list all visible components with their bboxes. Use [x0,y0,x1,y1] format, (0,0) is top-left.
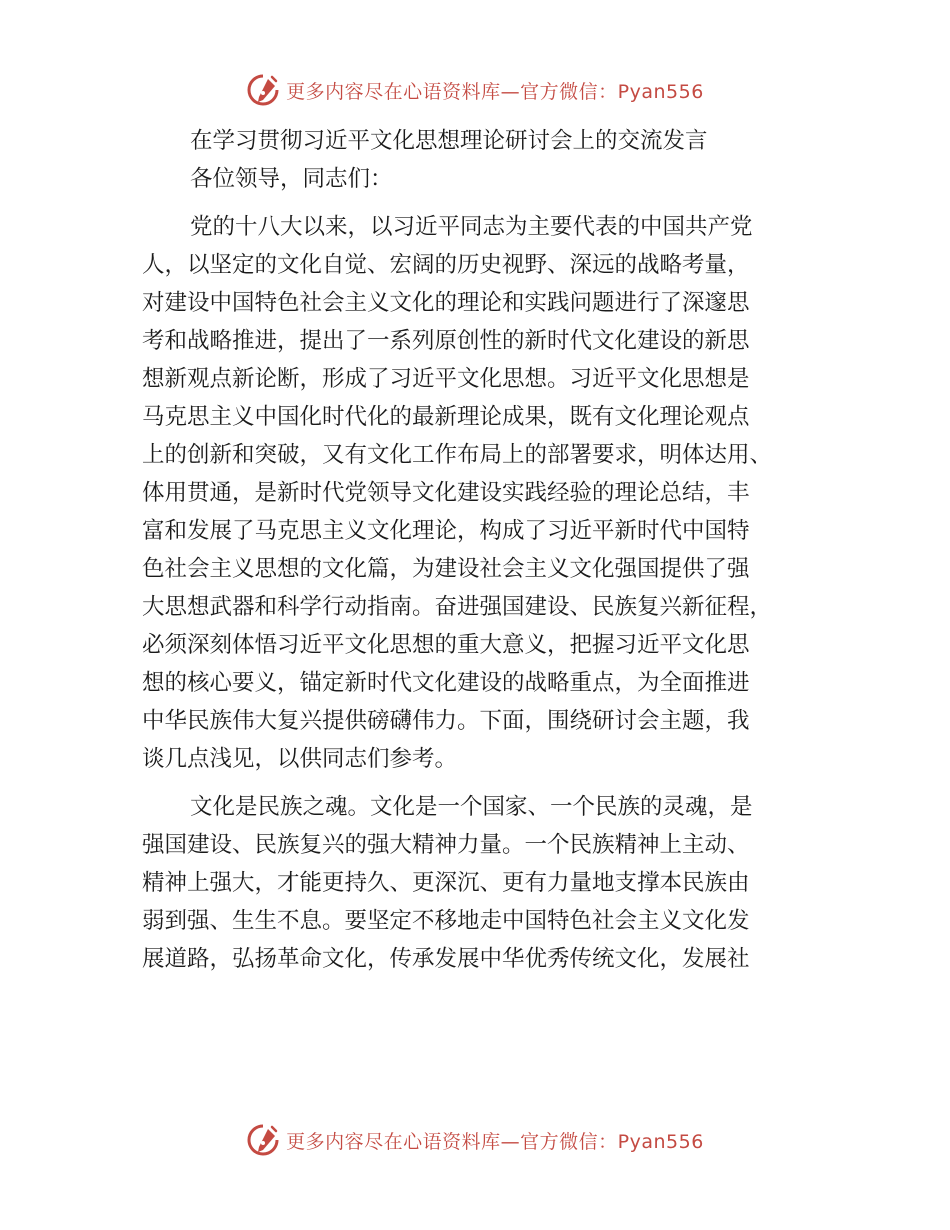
watermark-text: 更多内容尽在心语资料库—官方微信：Pyan556 [286,80,704,103]
paragraph-line: 马克思主义中国化时代化的最新理论成果，既有文化理论观点 [142,404,750,430]
paragraph-line: 富和发展了马克思主义文化理论，构成了习近平新时代中国特 [142,518,750,544]
paragraph-line: 谈几点浅见，以供同志们参考。 [142,746,458,772]
paragraph-line: 考和战略推进，提出了一系列原创性的新时代文化建设的新思 [142,328,750,354]
paragraph-line: 强国建设、民族复兴的强大精神力量。一个民族精神上主动、 [142,832,750,858]
paragraph-line: 党的十八大以来，以习近平同志为主要代表的中国共产党 [190,214,753,240]
paragraph-line: 上的创新和突破，又有文化工作布局上的部署要求，明体达用、 [142,442,773,468]
paragraph-line: 必须深刻体悟习近平文化思想的重大意义，把握习近平文化思 [142,632,750,658]
watermark-text: 更多内容尽在心语资料库—官方微信：Pyan556 [286,1130,704,1153]
paragraph-line: 色社会主义思想的文化篇，为建设社会主义文化强国提供了强 [142,556,750,582]
paragraph-line: 想新观点新论断，形成了习近平文化思想。习近平文化思想是 [142,366,750,392]
paragraph-line: 中华民族伟大复兴提供磅礴伟力。下面，围绕研讨会主题，我 [142,708,750,734]
watermark-footer [0,1120,950,1160]
paragraph-line: 文化是民族之魂。文化是一个国家、一个民族的灵魂，是 [190,794,753,820]
salutation: 各位领导，同志们： [190,166,393,192]
paragraph-line: 展道路，弘扬革命文化，传承发展中华优秀传统文化，发展社 [142,946,750,972]
document-body [142,122,822,978]
paragraph-1 [142,208,822,778]
document-title: 在学习贯彻习近平文化思想理论研讨会上的交流发言 [190,128,708,154]
paragraph-line: 体用贯通，是新时代党领导文化建设实践经验的理论总结，丰 [142,480,750,506]
pen-nib-logo-icon [246,73,280,107]
paragraph-line: 大思想武器和科学行动指南。奋进强国建设、民族复兴新征程， [142,594,773,620]
paragraph-line: 精神上强大，才能更持久、更深沉、更有力量地支撑本民族由 [142,870,750,896]
paragraph-line: 对建设中国特色社会主义文化的理论和实践问题进行了深邃思 [142,290,750,316]
paragraph-2 [142,788,822,978]
paragraph-line: 弱到强、生生不息。要坚定不移地走中国特色社会主义文化发 [142,908,750,934]
paragraph-line: 想的核心要义，锚定新时代文化建设的战略重点，为全面推进 [142,670,750,696]
watermark-header [0,70,950,110]
pen-nib-logo-icon [246,1123,280,1157]
paragraph-line: 人，以坚定的文化自觉、宏阔的历史视野、深远的战略考量， [142,252,750,278]
